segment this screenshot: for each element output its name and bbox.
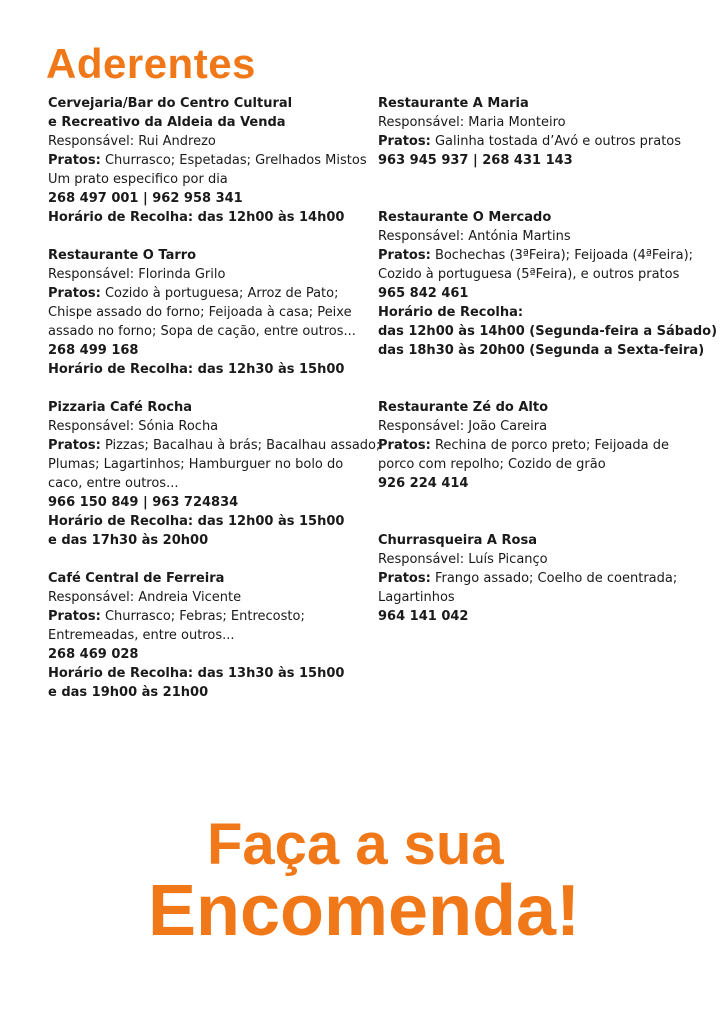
dishes-line <box>378 265 708 284</box>
responsible-label: Responsável: <box>48 590 135 605</box>
restaurant-name: e Recreativo da Aldeia da Venda <box>48 115 286 130</box>
phone-numbers: 966 150 849 | 963 724834 <box>48 495 239 510</box>
dishes-label: Pratos: <box>378 248 431 263</box>
dishes-line <box>378 246 708 265</box>
pickup-hours: Horário de Recolha: <box>378 305 524 320</box>
phone-numbers: 268 497 001 | 962 958 341 <box>48 191 243 206</box>
pickup-hours: Horário de Recolha: das 13h30 às 15h00 <box>48 666 345 681</box>
dishes-text: Um prato especifico por dia <box>48 172 228 187</box>
responsible-name: Sónia Rocha <box>138 419 219 434</box>
dishes-text: Frango assado; Coelho de coentrada; <box>434 571 678 586</box>
dishes-label: Pratos: <box>48 438 101 453</box>
dishes-line <box>378 588 708 607</box>
responsible-label: Responsável: <box>378 229 465 244</box>
responsible-name: Antónia Martins <box>468 229 571 244</box>
phone-numbers: 963 945 937 | 268 431 143 <box>378 153 573 168</box>
phone-numbers: 965 842 461 <box>378 286 469 301</box>
dishes-text: Galinha tostada d’Avó e outros pratos <box>434 134 682 149</box>
restaurant-name: Restaurante O Mercado <box>378 210 552 225</box>
cta-line-1: Faça a sua <box>207 812 504 877</box>
dishes-text: Entremeadas, entre outros... <box>48 628 235 643</box>
responsible-line <box>48 588 378 607</box>
responsible-name: Luís Picanço <box>468 552 548 567</box>
dishes-text: Chispe assado do forno; Feijoada à casa; Peixe <box>48 305 352 320</box>
pickup-hours: Horário de Recolha: das 12h00 às 14h00 <box>48 210 345 225</box>
dishes-text: Churrasco; Espetadas; Grelhados Mistos <box>104 153 367 168</box>
dishes-text: assado no forno; Sopa de cação, entre outros... <box>48 324 356 339</box>
dishes-text: Rechina de porco preto; Feijoada de <box>434 438 669 453</box>
dishes-text: Lagartinhos <box>378 590 455 605</box>
pickup-hours: Horário de Recolha: das 12h00 às 15h00 <box>48 514 345 529</box>
dishes-line <box>48 284 378 303</box>
responsible-name: Andreia Vicente <box>138 590 242 605</box>
responsible-label: Responsável: <box>48 419 135 434</box>
responsible-label: Responsável: <box>378 552 465 567</box>
dishes-text: Pizzas; Bacalhau à brás; Bacalhau assado; <box>104 438 381 453</box>
restaurant-name: Café Central de Ferreira <box>48 571 225 586</box>
pickup-hours: das 18h30 às 20h00 (Segunda a Sexta-feira) <box>378 343 705 358</box>
dishes-line <box>48 170 378 189</box>
responsible-line <box>378 227 708 246</box>
restaurant-name: Restaurante A Maria <box>378 96 529 111</box>
dishes-text: Cozido à portuguesa (5ªFeira), e outros pratos <box>378 267 680 282</box>
dishes-line <box>48 151 378 170</box>
dishes-line <box>48 322 378 341</box>
restaurant-entry <box>378 398 708 493</box>
dishes-line <box>48 303 378 322</box>
dishes-label: Pratos: <box>378 438 431 453</box>
pickup-hours: e das 17h30 às 20h00 <box>48 533 209 548</box>
right-column <box>378 94 718 626</box>
restaurant-entry <box>378 531 708 626</box>
restaurant-entry <box>48 94 378 227</box>
responsible-label: Responsável: <box>48 267 135 282</box>
phone-numbers: 964 141 042 <box>378 609 469 624</box>
page-title: Aderentes <box>46 40 256 87</box>
left-column <box>48 94 381 702</box>
restaurant-name: Pizzaria Café Rocha <box>48 400 193 415</box>
responsible-name: Rui Andrezo <box>138 134 216 149</box>
dishes-label: Pratos: <box>378 571 431 586</box>
dishes-label: Pratos: <box>48 609 101 624</box>
responsible-line <box>378 550 708 569</box>
dishes-line <box>378 132 708 151</box>
responsible-label: Responsável: <box>48 134 135 149</box>
dishes-line <box>48 455 378 474</box>
dishes-line <box>378 455 708 474</box>
responsible-name: João Careira <box>468 419 548 434</box>
pickup-hours: das 12h00 às 14h00 (Segunda-feira a Sábado) <box>378 324 718 339</box>
dishes-label: Pratos: <box>48 153 101 168</box>
dishes-text: Cozido à portuguesa; Arroz de Pato; <box>104 286 339 301</box>
dishes-label: Pratos: <box>48 286 101 301</box>
responsible-line <box>48 265 378 284</box>
restaurant-name: Restaurante Zé do Alto <box>378 400 548 415</box>
restaurant-name: Restaurante O Tarro <box>48 248 197 263</box>
dishes-line <box>378 436 708 455</box>
restaurant-name: Churrasqueira A Rosa <box>378 533 537 548</box>
restaurant-entry <box>48 246 378 379</box>
restaurant-entry <box>378 94 708 170</box>
pickup-hours: e das 19h00 às 21h00 <box>48 685 209 700</box>
responsible-line <box>378 113 708 132</box>
dishes-text: Bochechas (3ªFeira); Feijoada (4ªFeira); <box>434 248 694 263</box>
dishes-text: Plumas; Lagartinhos; Hamburguer no bolo do <box>48 457 344 472</box>
restaurant-entry <box>48 398 381 550</box>
restaurant-name: Cervejaria/Bar do Centro Cultural <box>48 96 293 111</box>
cta-line-2: Encomenda! <box>148 871 581 951</box>
dishes-line <box>48 436 381 455</box>
phone-numbers: 268 499 168 <box>48 343 139 358</box>
restaurant-entry <box>378 208 718 360</box>
responsible-line <box>378 417 708 436</box>
dishes-text: Churrasco; Febras; Entrecosto; <box>104 609 305 624</box>
responsible-name: Florinda Grilo <box>138 267 226 282</box>
dishes-line <box>48 607 378 626</box>
dishes-line <box>48 626 378 645</box>
phone-numbers: 926 224 414 <box>378 476 469 491</box>
responsible-line <box>48 132 378 151</box>
dishes-text: caco, entre outros... <box>48 476 179 491</box>
restaurant-entry <box>48 569 378 702</box>
dishes-line <box>48 474 378 493</box>
responsible-label: Responsável: <box>378 115 465 130</box>
phone-numbers: 268 469 028 <box>48 647 139 662</box>
responsible-line <box>48 417 378 436</box>
dishes-text: porco com repolho; Cozido de grão <box>378 457 606 472</box>
pickup-hours: Horário de Recolha: das 12h30 às 15h00 <box>48 362 345 377</box>
dishes-label: Pratos: <box>378 134 431 149</box>
responsible-name: Maria Monteiro <box>468 115 566 130</box>
responsible-label: Responsável: <box>378 419 465 434</box>
dishes-line <box>378 569 708 588</box>
